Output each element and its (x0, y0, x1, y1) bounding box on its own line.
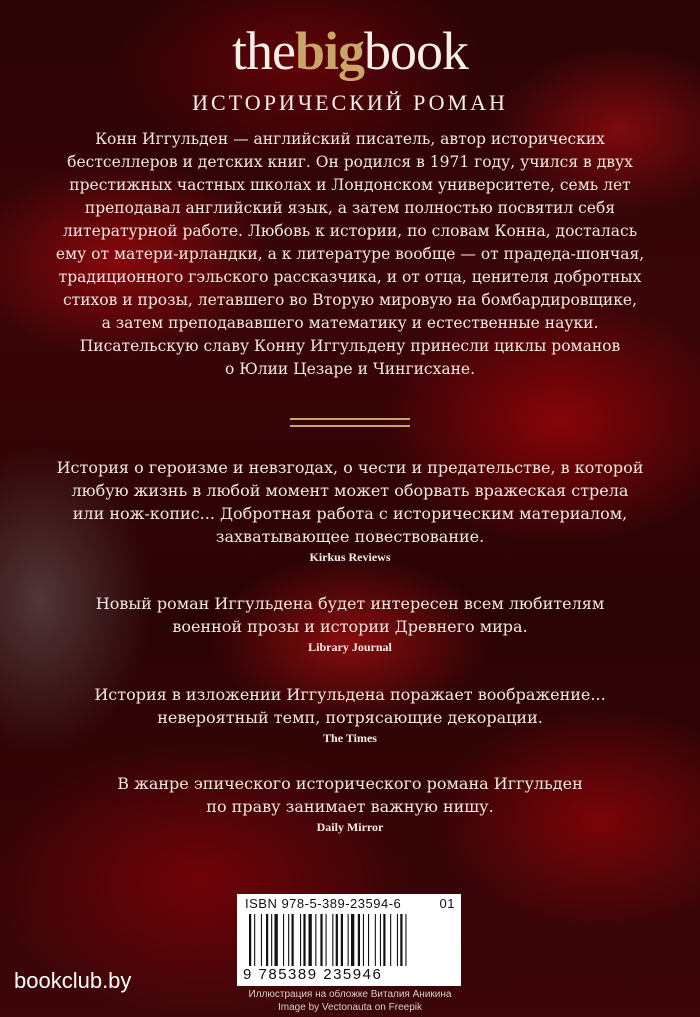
barcode-bars (249, 914, 453, 966)
credit-line: Иллюстрация на обложке Виталия Аникина (248, 989, 452, 1000)
review-library-journal (40, 592, 660, 655)
bio-line: а затем преподававшего математику и естественные науки. (101, 314, 599, 332)
logo-part-big: big (294, 21, 365, 81)
logo-part-book: book (364, 21, 469, 81)
review-daily-mirror (40, 772, 660, 835)
review-quote (40, 456, 660, 548)
isbn-line (245, 896, 455, 911)
review-kirkus (40, 456, 660, 565)
bio-line: ему от матери-ирландки, а к литературе вообще — от прадеда-шончая, (55, 245, 645, 263)
review-quote (40, 592, 660, 638)
series-subtitle: ИСТОРИЧЕСКИЙ РОМАН (192, 90, 508, 115)
review-quote (40, 683, 660, 729)
bio-line: Писательскую славу Конну Иггульдену принесли циклы романов (79, 337, 621, 355)
bio-line: традиционного гэльского рассказчика, и от отца, ценителя добротных (58, 268, 642, 286)
review-source: Kirkus Reviews (309, 550, 391, 564)
quote-line: В жанре эпического исторического романа Иггульден (117, 774, 583, 793)
barcode-digits: 9 785389 235946 (243, 966, 383, 983)
quote-line: История о героизме и невзгодах, о чести и предательстве, в которой (56, 458, 644, 477)
review-source: Daily Mirror (316, 820, 384, 834)
cover-credits (0, 988, 700, 1014)
isbn-barcode (237, 894, 461, 986)
quote-line: по праву занимает важную нишу. (206, 797, 494, 816)
bio-line: о Юлии Цезаре и Чингисхане. (224, 360, 476, 378)
review-the-times (40, 683, 660, 746)
logo (0, 21, 700, 81)
isbn-number: ISBN 978-5-389-23594-6 (245, 896, 402, 911)
gold-divider (290, 418, 410, 427)
quote-line: любую жизнь в любой момент может оборвать вражеская стрела (71, 481, 629, 500)
credit-line: Image by Vectonauta on Freepik (278, 1002, 422, 1013)
review-source: Library Journal (308, 640, 392, 654)
bio-line: Конн Иггульден — английский писатель, автор исторических (95, 130, 605, 148)
bio-line: бестселлеров и детских книг. Он родился в 1971 году, учился в двух (67, 153, 633, 171)
logo-part-the: the (231, 21, 295, 81)
bio-line: стихов и прозы, летавшего во Вторую мировую на бомбардировщике, (62, 291, 638, 309)
quote-line: невероятный темп, потрясающие декорации. (157, 708, 543, 727)
bio-line: преподавал английский язык, а затем полностью посвятил себя (84, 199, 616, 217)
quote-line: военной прозы и истории Древнего мира. (172, 617, 528, 636)
quote-line: Новый роман Иггульдена будет интересен всем любителям (95, 594, 605, 613)
author-bio (48, 128, 652, 381)
bio-line: престижных частных школах и Лондонском университете, семь лет (69, 176, 631, 194)
quote-line: История в изложении Иггульдена поражает воображение... (94, 685, 606, 704)
isbn-suffix: 01 (439, 896, 455, 911)
review-source: The Times (323, 731, 377, 745)
bio-line: литературной работе. Любовь к истории, по словам Конна, досталась (62, 222, 638, 240)
review-quote (40, 772, 660, 818)
site-watermark: bookclub.by (14, 968, 132, 993)
quote-line: или нож-копис... Добротная работа с историческим материалом, (72, 504, 628, 523)
quote-line: захватывающее повествование. (215, 527, 485, 546)
